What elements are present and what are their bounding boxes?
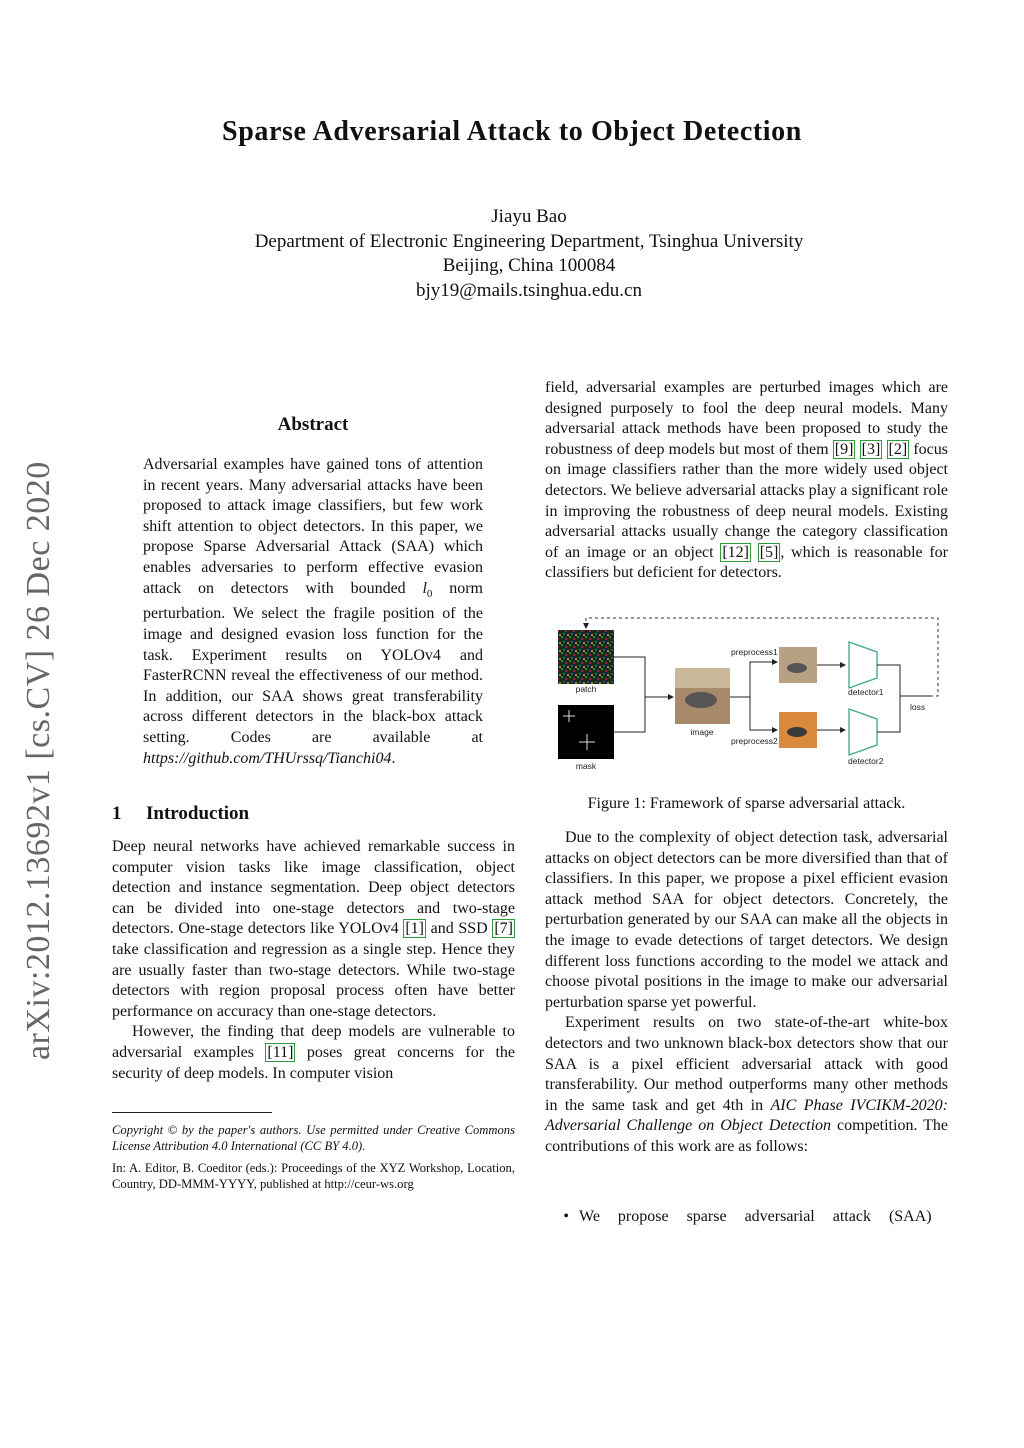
arxiv-identifier: arXiv:2012.13692v1 [cs.CV] 26 Dec 2020 xyxy=(20,461,57,1060)
code-link[interactable]: https://github.com/THUrssq/Tianchi04 xyxy=(143,749,392,767)
figure-1-caption: Figure 1: Framework of sparse adversarial attack. xyxy=(587,795,906,812)
citation-link[interactable]: [7] xyxy=(494,920,513,938)
footnote xyxy=(112,1122,515,1192)
citation-link[interactable]: [12] xyxy=(722,543,749,561)
citation-link[interactable]: [11] xyxy=(267,1043,294,1061)
label-detector2: detector2 xyxy=(848,756,884,766)
label-loss: loss xyxy=(910,702,926,712)
intro-paragraph-5: Experiment results on two state-of-the-art white-box detectors and two unknown black-box detectors show that our SAA is a pixel efficient adversarial attack with good transferability. Our method outperforms many other methods in the same task and get 4th in AIC Phase IVCIKM-2020: Adversarial Challenge on Object Detection competition. The contributions of this work are as follows: xyxy=(545,1014,949,1155)
footnote-rule xyxy=(112,1112,272,1113)
label-image: image xyxy=(690,727,714,737)
paper-title: Sparse Adversarial Attack to Object Detection xyxy=(222,116,802,147)
citation-link[interactable]: [2] xyxy=(888,440,908,458)
label-mask: mask xyxy=(575,761,597,771)
abstract-body: Adversarial examples have gained tons of attention in recent years. Many adversarial attacks have been proposed to attack image classifiers, but few work shift attention to object detectors. In this paper, we propose Sparse Adversarial Attack (SAA) which enables adversaries to perform effective evasion attack on detectors with bounded $l_0$ norm perturbation. We select the fragile position of the image and designed evasion loss function for the task. Experiment results on YOLOv4 and FasterRCNN reveal the effectiveness of our method. In addition, our SAA shows great transferability across different detectors in the black-box attack setting. Codes are available at https://github.com/THUrssq/Tianchi04. xyxy=(143,456,483,767)
citation-link[interactable]: [9] xyxy=(834,440,854,458)
citation-link[interactable]: [3] xyxy=(861,440,881,458)
author-name: Jiayu Bao xyxy=(491,206,567,227)
author-address: Beijing, China 100084 xyxy=(442,255,616,276)
footnote-copyright: Copyright © by the paper's authors. Use permitted under Creative Commons License Attribution 4.0 International (CC BY 4.0). xyxy=(112,1123,515,1153)
citation-link[interactable]: [1] xyxy=(405,920,424,938)
detector-1-shape xyxy=(849,642,877,688)
intro-paragraph-3: field, adversarial examples are perturbed images which are designed purposely to fool the deep neural models. Many adversarial attack methods have been proposed to study the robustness of deep models but most of them [9] [3] [2] focus on image classifiers rather than the more widely used object detectors. We believe adversarial attacks play a significant role in improving the robustness of deep neural models. Existing adversarial attacks usually change the category classification of an image or an object [12] [5] , which is reasonable for classifiers but deficient for detectors. xyxy=(545,379,949,582)
label-preprocess1: preprocess1 xyxy=(731,647,778,657)
patch-image xyxy=(558,630,614,684)
intro-paragraph-1: Deep neural networks have achieved remarkable success in computer vision tasks like image classification, object detection and instance segmentation. Deep object detectors can be divided into one-stage detectors and two-stage detectors. One-stage detectors like YOLOv4 [1] and SSD [7] take classification and regression as a single step. Hence they are usually faster than two-stage detectors. While two-stage detectors with region proposal process often have better performance on accuracy than one-stage detectors. xyxy=(112,838,515,1020)
author-email: bjy19@mails.tsinghua.edu.cn xyxy=(416,279,642,301)
intro-right-column-top xyxy=(545,378,948,584)
author-affiliation: Department of Electronic Engineering Department, Tsinghua University xyxy=(254,230,804,252)
citation-link[interactable]: [5] xyxy=(759,543,779,561)
intro-right-column-bottom xyxy=(545,828,948,1158)
contribution-bullet: • We propose sparse adversarial attack (SAA) xyxy=(563,1208,932,1225)
label-patch: patch xyxy=(575,684,597,694)
label-preprocess2: preprocess2 xyxy=(731,736,778,746)
mask-image xyxy=(558,705,614,759)
detector-2-shape xyxy=(849,709,877,755)
author-block xyxy=(0,205,1024,303)
section-heading-introduction: 1 Introduction xyxy=(112,803,250,824)
figure-1-framework-diagram xyxy=(545,612,948,784)
intro-paragraph-4: Due to the complexity of object detection task, adversarial attacks on object detectors can be more diversified than that of classifiers. In this paper, we propose a pixel efficient evasion attack method SAA for object detectors. Concretely, the perturbation generated by our SAA can make all the objects in the image to evade detections of target detectors. We design different loss functions according to the model we attack and choose pivotal positions in the image to make our adversarial perturbation sparse yet powerful. xyxy=(545,829,948,1011)
abstract-heading: Abstract xyxy=(277,414,349,435)
label-detector1: detector1 xyxy=(848,687,884,697)
footnote-proceedings: In: A. Editor, B. Coeditor (eds.): Proceedings of the XYZ Workshop, Location, Country, DD-MMM-YYYY, published at http://ceur-ws.org xyxy=(112,1161,515,1191)
intro-left-column xyxy=(112,837,515,1084)
intro-paragraph-2: However, the finding that deep models are vulnerable to adversarial examples [11] poses great concerns for the security of deep models. In computer vision xyxy=(112,1023,515,1082)
